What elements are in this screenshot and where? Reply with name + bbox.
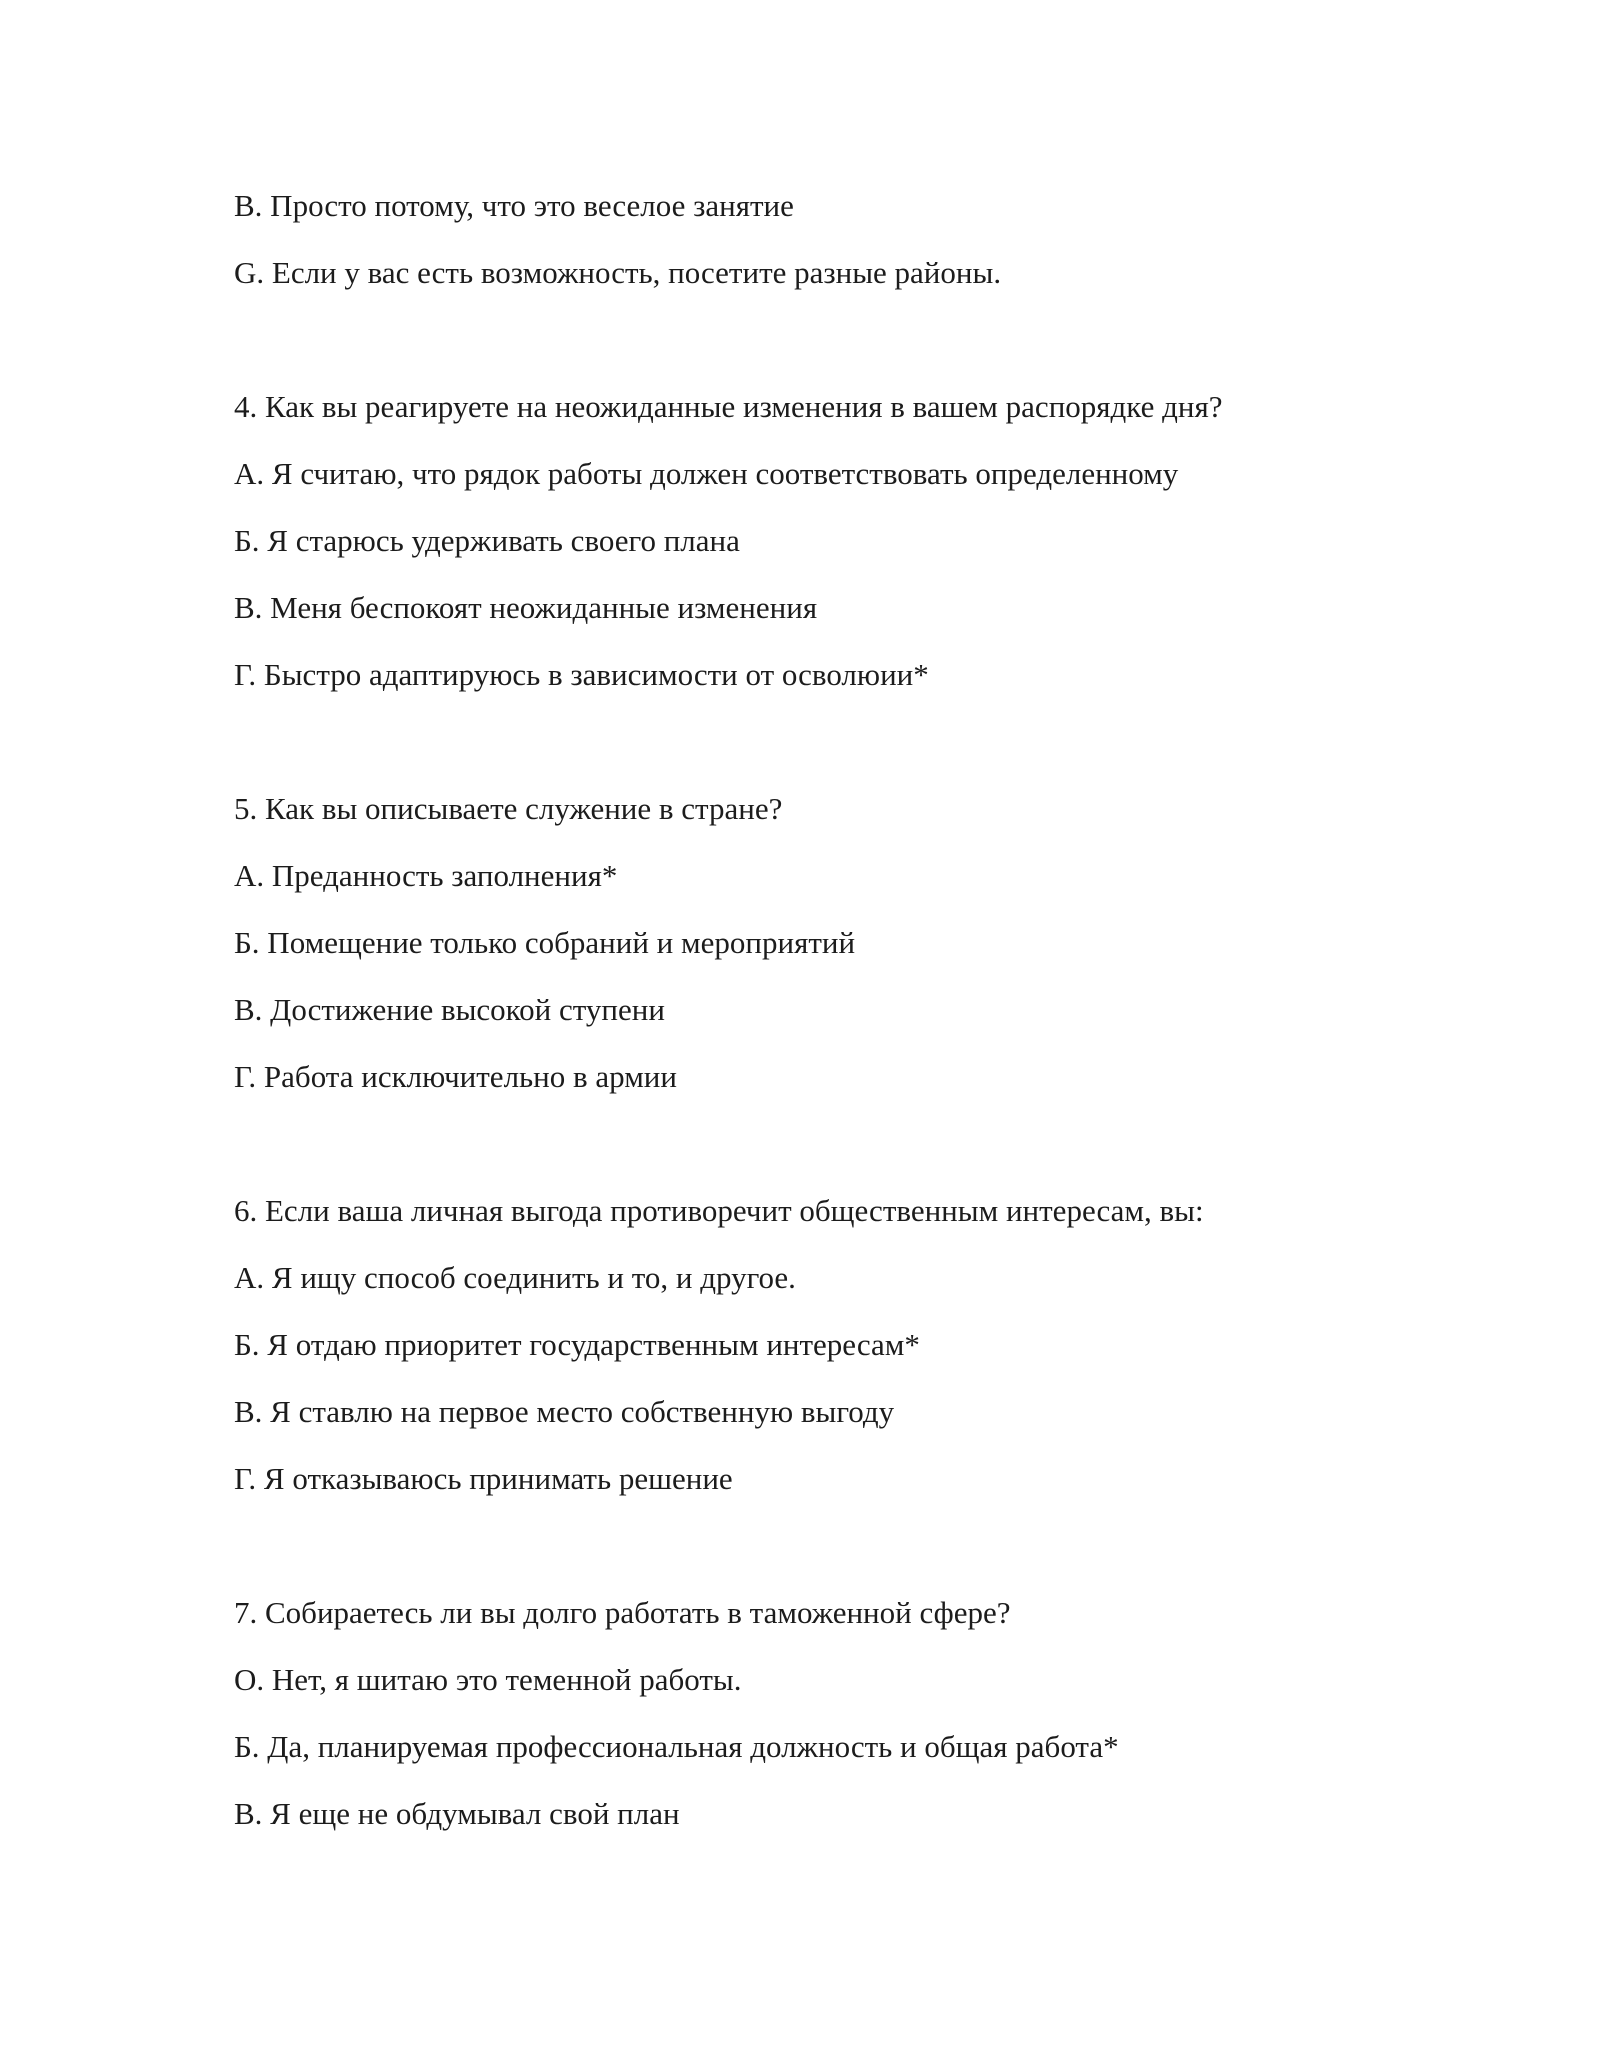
answer-option: А. Преданность заполнения* [234,858,618,893]
document-body [234,172,1434,1847]
question-text: 7. Собираетесь ли вы долго работать в таможенной сфере? [234,1595,1011,1630]
paragraph-spacer [234,1110,1434,1177]
answer-option: В. Я ставлю на первое место собственную выгоду [234,1394,895,1429]
continuation-options [234,172,1434,306]
answer-option: Б. Я отдаю приоритет государственным интересам* [234,1327,920,1362]
answer-option: В. Я еще не обдумывал свой план [234,1796,680,1831]
question-text: 6. Если ваша личная выгода противоречит общественным интересам, вы: [234,1193,1204,1228]
question-text: 5. Как вы описываете служение в стране? [234,791,783,826]
question-text: 4. Как вы реагируете на неожиданные изменения в вашем распорядке дня? [234,389,1223,424]
answer-option: Г. Работа исключительно в армии [234,1059,677,1094]
paragraph-spacer [234,306,1434,373]
question-block-7 [234,1579,1434,1847]
answer-option: О. Нет, я шитаю это теменной работы. [234,1662,742,1697]
answer-option: Б. Помещение только собраний и мероприятий [234,925,856,960]
answer-option: А. Я ищу способ соединить и то, и другое. [234,1260,796,1295]
answer-option: А. Я считаю, что рядок работы должен соответствовать определенному [234,456,1179,491]
question-block-5 [234,775,1434,1110]
answer-option: В. Достижение высокой ступени [234,992,665,1027]
answer-option: G. Если у вас есть возможность, посетите разные районы. [234,255,1002,290]
answer-option: В. Меня беспокоят неожиданные изменения [234,590,818,625]
answer-option: В. Просто потому, что это веселое занятие [234,188,794,223]
paragraph-spacer [234,1512,1434,1579]
answer-option: Г. Быстро адаптируюсь в зависимости от осволюии* [234,657,929,692]
paragraph-spacer [234,708,1434,775]
answer-option: Б. Я старюсь удерживать своего плана [234,523,740,558]
question-block-4 [234,373,1434,708]
answer-option: Г. Я отказываюсь принимать решение [234,1461,733,1496]
answer-option: Б. Да, планируемая профессиональная должность и общая работа* [234,1729,1119,1764]
question-block-6 [234,1177,1434,1512]
